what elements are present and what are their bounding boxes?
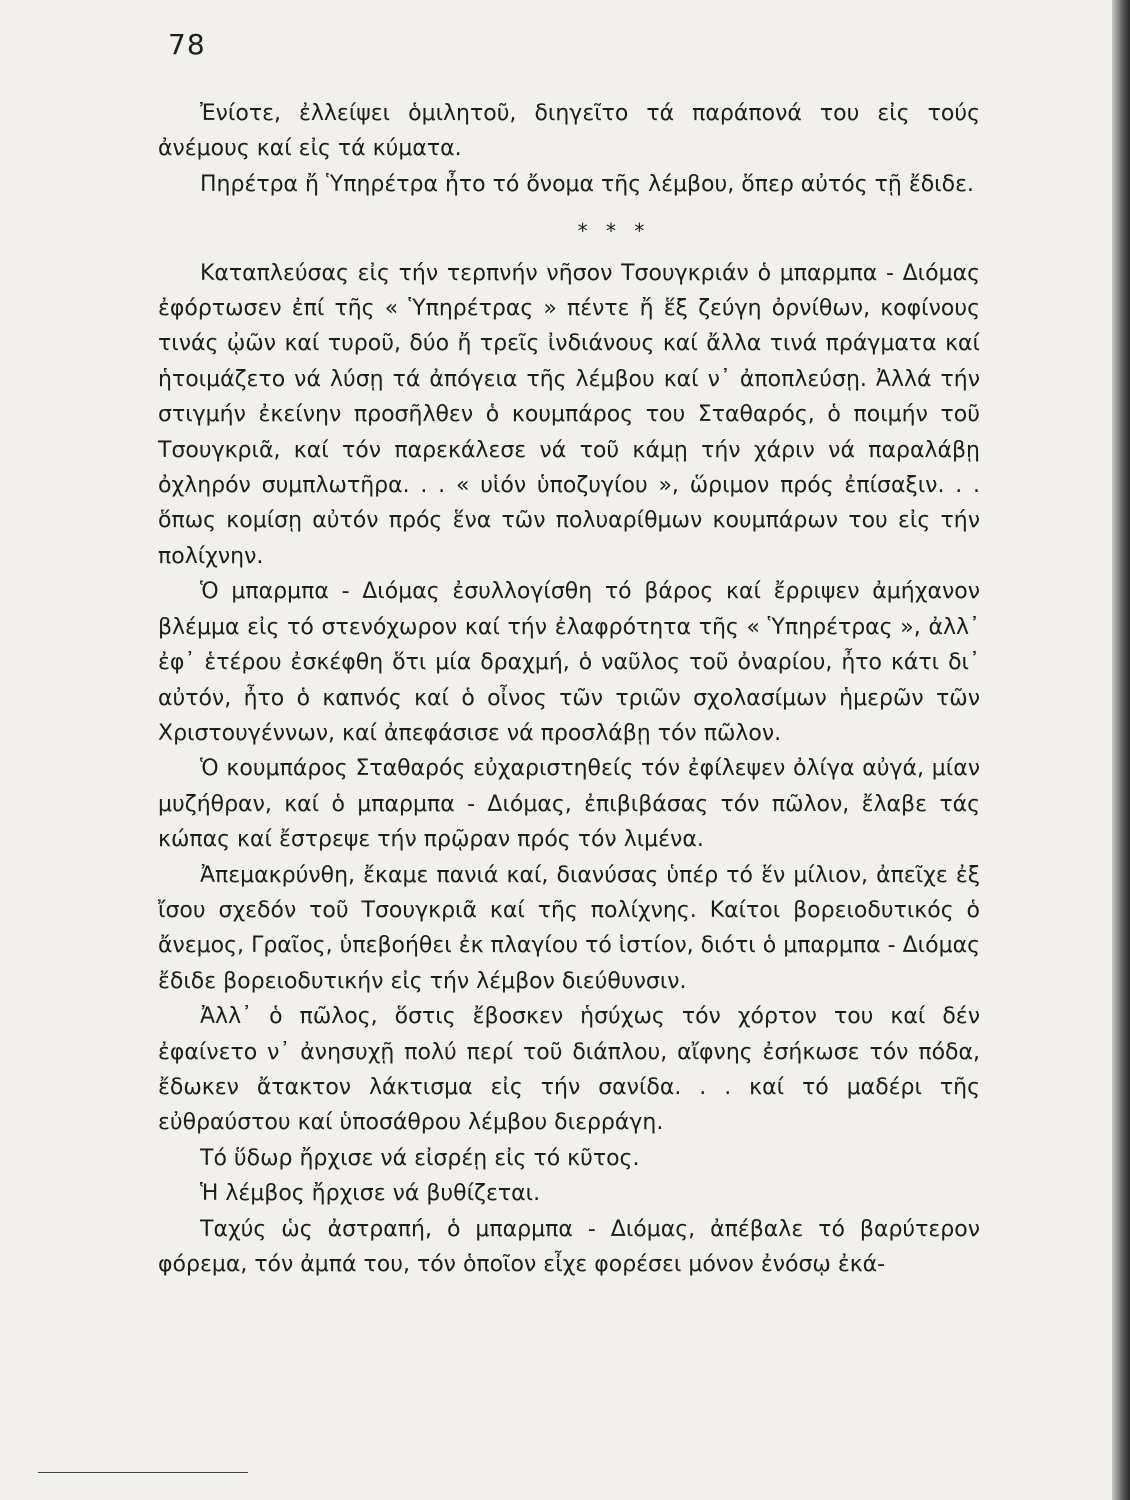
paragraph: Ὁ μπαρμπα - Διόμας ἐσυλλογίσθη τό βάρος καί ἔρριψεν ἀμήχανον βλέμμα εἰς τό στενόχωρον καί τήν ἐλαφρότητα τῆς « Ὑπηρέτρας », ἀλλ᾿ ἐφ᾿ ἑτέρου ἐσκέφθη ὅτι μία δραχμή, ὁ ναῦλος τοῦ ὀναρίου, ἦτο κάτι δι᾿ αὐτόν, ἦτο ὁ καπνός καί ὁ οἶνος τῶν τριῶν σχολασίμων ἡμερῶν τῶν Χριστουγέννων, καί ἀπεφάσισε νά προσλάβῃ τόν πῶλον.	[158, 579, 980, 746]
paragraph: Ὁ κουμπάρος Σταθαρός εὐχαριστηθείς τόν ἐφίλεψεν ὀλίγα αὐγά, μίαν μυζήθραν, καί ὁ μπαρμπα - Διόμας, ἐπιβιβάσας τόν πῶλον, ἔλαβε τάς κώπας καί ἔστρεψε τήν πρῷραν πρός τόν λιμένα.	[158, 756, 980, 853]
paragraph: Ἀπεμακρύνθη, ἔκαμε πανιά καί, διανύσας ὑπέρ τό ἕν μίλιον, ἀπεῖχε ἐξ ἴσου σχεδόν τοῦ Τσουγκριᾶ καί τῆς πολίχνης. Καίτοι βορειοδυτικός ὁ ἄνεμος, Γραῖος, ὑπεβοήθει ἐκ πλαγίου τό ἱστίον, διότι ὁ μπαρμπα - Διόμας ἔδιδε βορειοδυτικήν εἰς τήν λέμβον διεύθυνσιν.	[158, 862, 980, 994]
paragraph: Ταχύς ὡς ἀστραπή, ὁ μπαρμπα - Διόμας, ἀπέβαλε τό βαρύτερον φόρεμα, τόν ἀμπά του, τόν ὁποῖον εἶχε φορέσει μόνον ἐνόσῳ ἐκά-	[158, 1216, 980, 1277]
page-number: 78	[168, 28, 206, 61]
paragraph: Ἐνίοτε, ἐλλείψει ὁμιλητοῦ, διηγεῖτο τά παράπονά του εἰς τούς ἀνέμους καί εἰς τά κύματα.	[158, 101, 980, 162]
section-separator: * * *	[577, 219, 651, 244]
paragraph: Ἀλλ᾿ ὁ πῶλος, ὅστις ἔβοσκεν ἡσύχως τόν χόρτον του καί δέν ἐφαίνετο ν᾿ ἀνησυχῇ πολύ περί τοῦ διάπλου, αἴφνης ἐσήκωσε τόν πόδα, ἔδωκεν ἄτακτον λάκτισμα εἰς τήν σανίδα. . . καί τό μαδέρι τῆς εὐθραύστου καί ὑποσάθρου λέμβου διερράγη.	[158, 1004, 980, 1136]
paragraph: Πηρέτρα ἤ Ὑπηρέτρα ἦτο τό ὄνομα τῆς λέμβου, ὅπερ αὐτός τῇ ἔδιδε.	[200, 171, 974, 197]
footnote-rule	[38, 1472, 248, 1473]
paragraph: Καταπλεύσας εἰς τήν τερπνήν νῆσον Τσουγκριάν ὁ μπαρμπα - Διόμας ἐφόρτωσεν ἐπί τῆς « Ὑπηρέτρας » πέντε ἤ ἕξ ζεύγη ὀρνίθων, κοφίνους τινάς ᾠῶν καί τυροῦ, δύο ἤ τρεῖς ἰνδιάνους καί ἄλλα τινά πράγματα καί ἡτοιμάζετο νά λύσῃ τά ἀπόγεια τῆς λέμβου καί ν᾿ ἀποπλεύσῃ. Ἀλλά τήν στιγμήν ἐκείνην προσῆλθεν ὁ κουμπάρος του Σταθαρός, ὁ ποιμήν τοῦ Τσουγκριᾶ, καί τόν παρεκάλεσε νά τοῦ κάμῃ τήν χάριν νά παραλάβῃ ὀχληρόν συμπλωτῆρα. . . « υἱόν ὑποζυγίου », ὥριμον πρός ἐπίσαξιν. . . ὅπως κομίσῃ αὐτόν πρός ἕνα τῶν πολυαρίθμων κουμπάρων του εἰς τήν πολίχνην.	[158, 260, 980, 569]
body-text	[158, 96, 980, 1282]
paragraph: Ἡ λέμβος ἤρχισε νά βυθίζεται.	[200, 1181, 541, 1207]
page-edge-shadow	[1112, 0, 1130, 1500]
paragraph: Τό ὕδωρ ἤρχισε νά εἰσρέῃ εἰς τό κῦτος.	[200, 1145, 640, 1171]
